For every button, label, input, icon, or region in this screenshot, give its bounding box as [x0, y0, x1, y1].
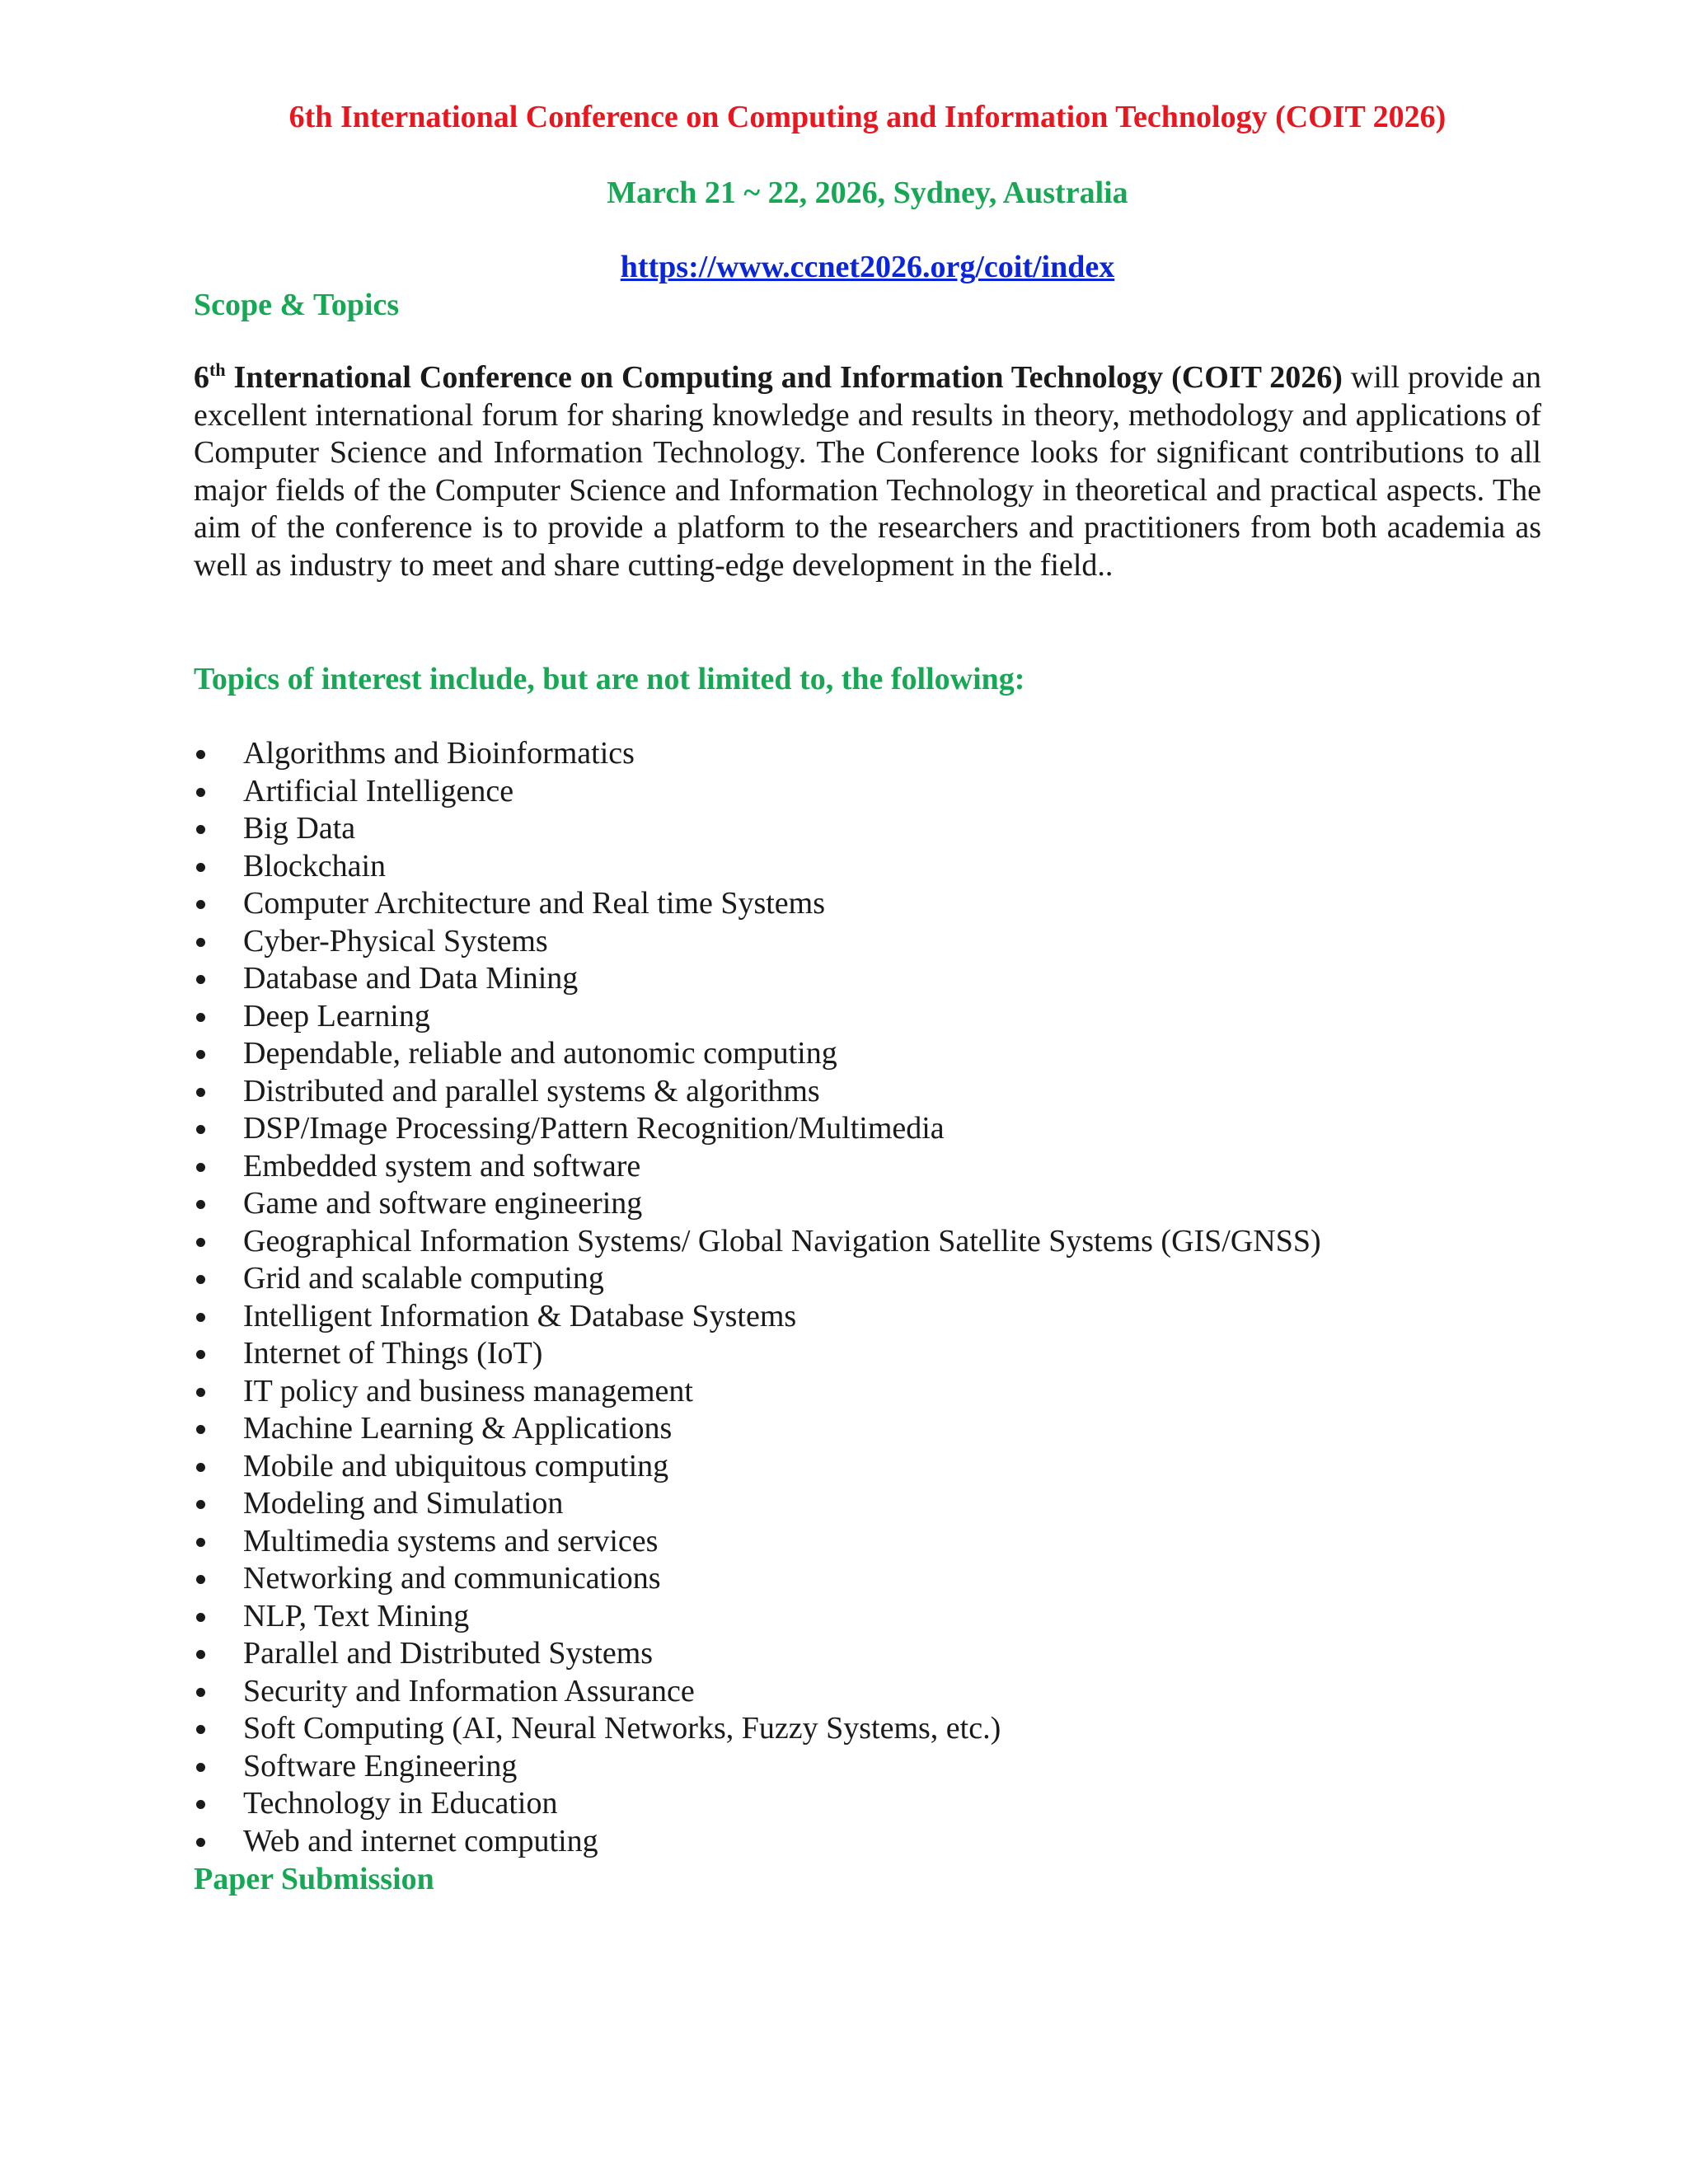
- topic-label: Computer Architecture and Real time Systems: [243, 886, 826, 921]
- topic-label: Soft Computing (AI, Neural Networks, Fuzzy Systems, etc.): [243, 1711, 1001, 1746]
- topic-label: Cyber-Physical Systems: [243, 923, 548, 958]
- topic-label: Multimedia systems and services: [243, 1523, 659, 1558]
- conference-url-line: [194, 247, 1541, 287]
- topic-list-item: [194, 998, 1321, 1036]
- topic-label: Intelligent Information & Database Systems: [243, 1298, 797, 1333]
- bullet-icon: [196, 1613, 205, 1622]
- intro-lead-number: 6: [194, 360, 209, 395]
- topic-list-item: [194, 1410, 1321, 1448]
- topic-label: Big Data: [243, 811, 356, 846]
- topic-list-item: [194, 1185, 1321, 1223]
- topic-list-item: [194, 923, 1321, 961]
- bullet-icon: [196, 1463, 205, 1472]
- topic-list-item: [194, 1523, 1321, 1561]
- topic-list-item: [194, 1785, 1321, 1823]
- topic-label: Software Engineering: [243, 1748, 518, 1783]
- topics-heading: Topics of interest include, but are not limited to, the following:: [194, 662, 1025, 696]
- topic-label: Mobile and ubiquitous computing: [243, 1448, 669, 1483]
- intro-lead: [194, 360, 1343, 395]
- intro-lead-text: International Conference on Computing and Information Technology (COIT 2026): [225, 360, 1343, 395]
- bullet-icon: [196, 1125, 205, 1134]
- bullet-icon: [196, 1500, 205, 1509]
- topic-list-item: [194, 1560, 1321, 1598]
- topic-list-item: [194, 1260, 1321, 1298]
- topic-list-item: [194, 1298, 1321, 1336]
- topic-label: Machine Learning & Applications: [243, 1411, 673, 1446]
- bullet-icon: [196, 1238, 205, 1247]
- topic-label: Internet of Things (IoT): [243, 1336, 543, 1371]
- bullet-icon: [196, 1013, 205, 1022]
- bullet-icon: [196, 1838, 205, 1847]
- topic-list-item: [194, 735, 1321, 773]
- bullet-icon: [196, 1350, 205, 1359]
- topic-label: Technology in Education: [243, 1786, 558, 1821]
- topic-label: Algorithms and Bioinformatics: [243, 736, 635, 771]
- topic-list-item: [194, 1073, 1321, 1111]
- topic-list-item: [194, 1110, 1321, 1148]
- conference-dates: March 21 ~ 22, 2026, Sydney, Australia: [607, 176, 1128, 210]
- bullet-icon: [196, 900, 205, 909]
- bullet-icon: [196, 1088, 205, 1097]
- topic-list-item: [194, 1823, 1321, 1861]
- topic-list-item: [194, 1673, 1321, 1711]
- conference-title: 6th International Conference on Computing and Information Technology (COIT 2026): [288, 100, 1447, 134]
- topic-list-item: [194, 1223, 1321, 1261]
- bullet-icon: [196, 788, 205, 797]
- topic-label: Artificial Intelligence: [243, 773, 514, 808]
- topic-list-item: [194, 1598, 1321, 1636]
- topic-label: Database and Data Mining: [243, 961, 579, 996]
- topic-list-item: [194, 1748, 1321, 1786]
- topic-label: NLP, Text Mining: [243, 1598, 470, 1633]
- topic-list-item: [194, 1485, 1321, 1523]
- topic-label: Parallel and Distributed Systems: [243, 1636, 654, 1671]
- topic-label: Web and internet computing: [243, 1823, 598, 1858]
- intro-lead-suffix: th: [209, 359, 226, 380]
- topic-list-item: [194, 1635, 1321, 1673]
- bullet-icon: [196, 1388, 205, 1397]
- bullet-icon: [196, 1163, 205, 1172]
- paper-submission-heading: Paper Submission: [194, 1862, 434, 1896]
- intro-body: will provide an excellent international forum for sharing knowledge and results in theory, methodology and applications of Computer Science and Information Technology. The Conference looks for significant contributions to all major fields of the Computer Science and Information Technology in theoretical and practical aspects. The aim of the conference is to provide a platform to the researchers and practitioners from both academia as well as industry to meet and share cutting-edge development in the field..: [194, 360, 1541, 583]
- bullet-icon: [196, 1313, 205, 1322]
- bullet-icon: [196, 1425, 205, 1434]
- topic-label: Geographical Information Systems/ Global Navigation Satellite Systems (GIS/GNSS): [243, 1223, 1321, 1258]
- topic-label: Networking and communications: [243, 1561, 661, 1596]
- bullet-icon: [196, 938, 205, 947]
- bullet-icon: [196, 975, 205, 984]
- topic-label: Modeling and Simulation: [243, 1486, 564, 1521]
- bullet-icon: [196, 1538, 205, 1547]
- scope-heading: Scope & Topics: [194, 288, 400, 322]
- bullet-icon: [196, 1725, 205, 1734]
- topic-label: Grid and scalable computing: [243, 1261, 604, 1296]
- intro-paragraph: [194, 359, 1541, 584]
- topic-list-item: [194, 1335, 1321, 1373]
- topic-list-item: [194, 1710, 1321, 1748]
- conference-link[interactable]: https://www.ccnet2026.org/coit/index: [620, 250, 1115, 284]
- topic-label: Embedded system and software: [243, 1148, 641, 1183]
- topic-label: Distributed and parallel systems & algorithms: [243, 1073, 820, 1108]
- topic-label: Deep Learning: [243, 998, 430, 1033]
- bullet-icon: [196, 1050, 205, 1059]
- bullet-icon: [196, 1575, 205, 1584]
- bullet-icon: [196, 1650, 205, 1659]
- bullet-icon: [196, 1275, 205, 1284]
- bullet-icon: [196, 750, 205, 759]
- topic-list-item: [194, 1035, 1321, 1073]
- topic-list-item: [194, 885, 1321, 923]
- bullet-icon: [196, 1800, 205, 1809]
- topic-label: Dependable, reliable and autonomic computing: [243, 1036, 837, 1071]
- topic-list-item: [194, 960, 1321, 998]
- topic-label: Blockchain: [243, 848, 387, 883]
- bullet-icon: [196, 825, 205, 834]
- topic-list-item: [194, 810, 1321, 848]
- bullet-icon: [196, 1200, 205, 1209]
- topic-label: IT policy and business management: [243, 1373, 693, 1408]
- topic-list: [194, 735, 1321, 1860]
- topic-list-item: [194, 1448, 1321, 1486]
- topic-list-item: [194, 848, 1321, 886]
- topic-list-item: [194, 1373, 1321, 1411]
- topic-label: DSP/Image Processing/Pattern Recognition/Multimedia: [243, 1111, 945, 1146]
- topic-list-item: [194, 1148, 1321, 1186]
- topic-label: Security and Information Assurance: [243, 1673, 695, 1708]
- bullet-icon: [196, 1763, 205, 1772]
- bullet-icon: [196, 1688, 205, 1697]
- topic-list-item: [194, 773, 1321, 811]
- bullet-icon: [196, 863, 205, 872]
- topic-label: Game and software engineering: [243, 1186, 643, 1221]
